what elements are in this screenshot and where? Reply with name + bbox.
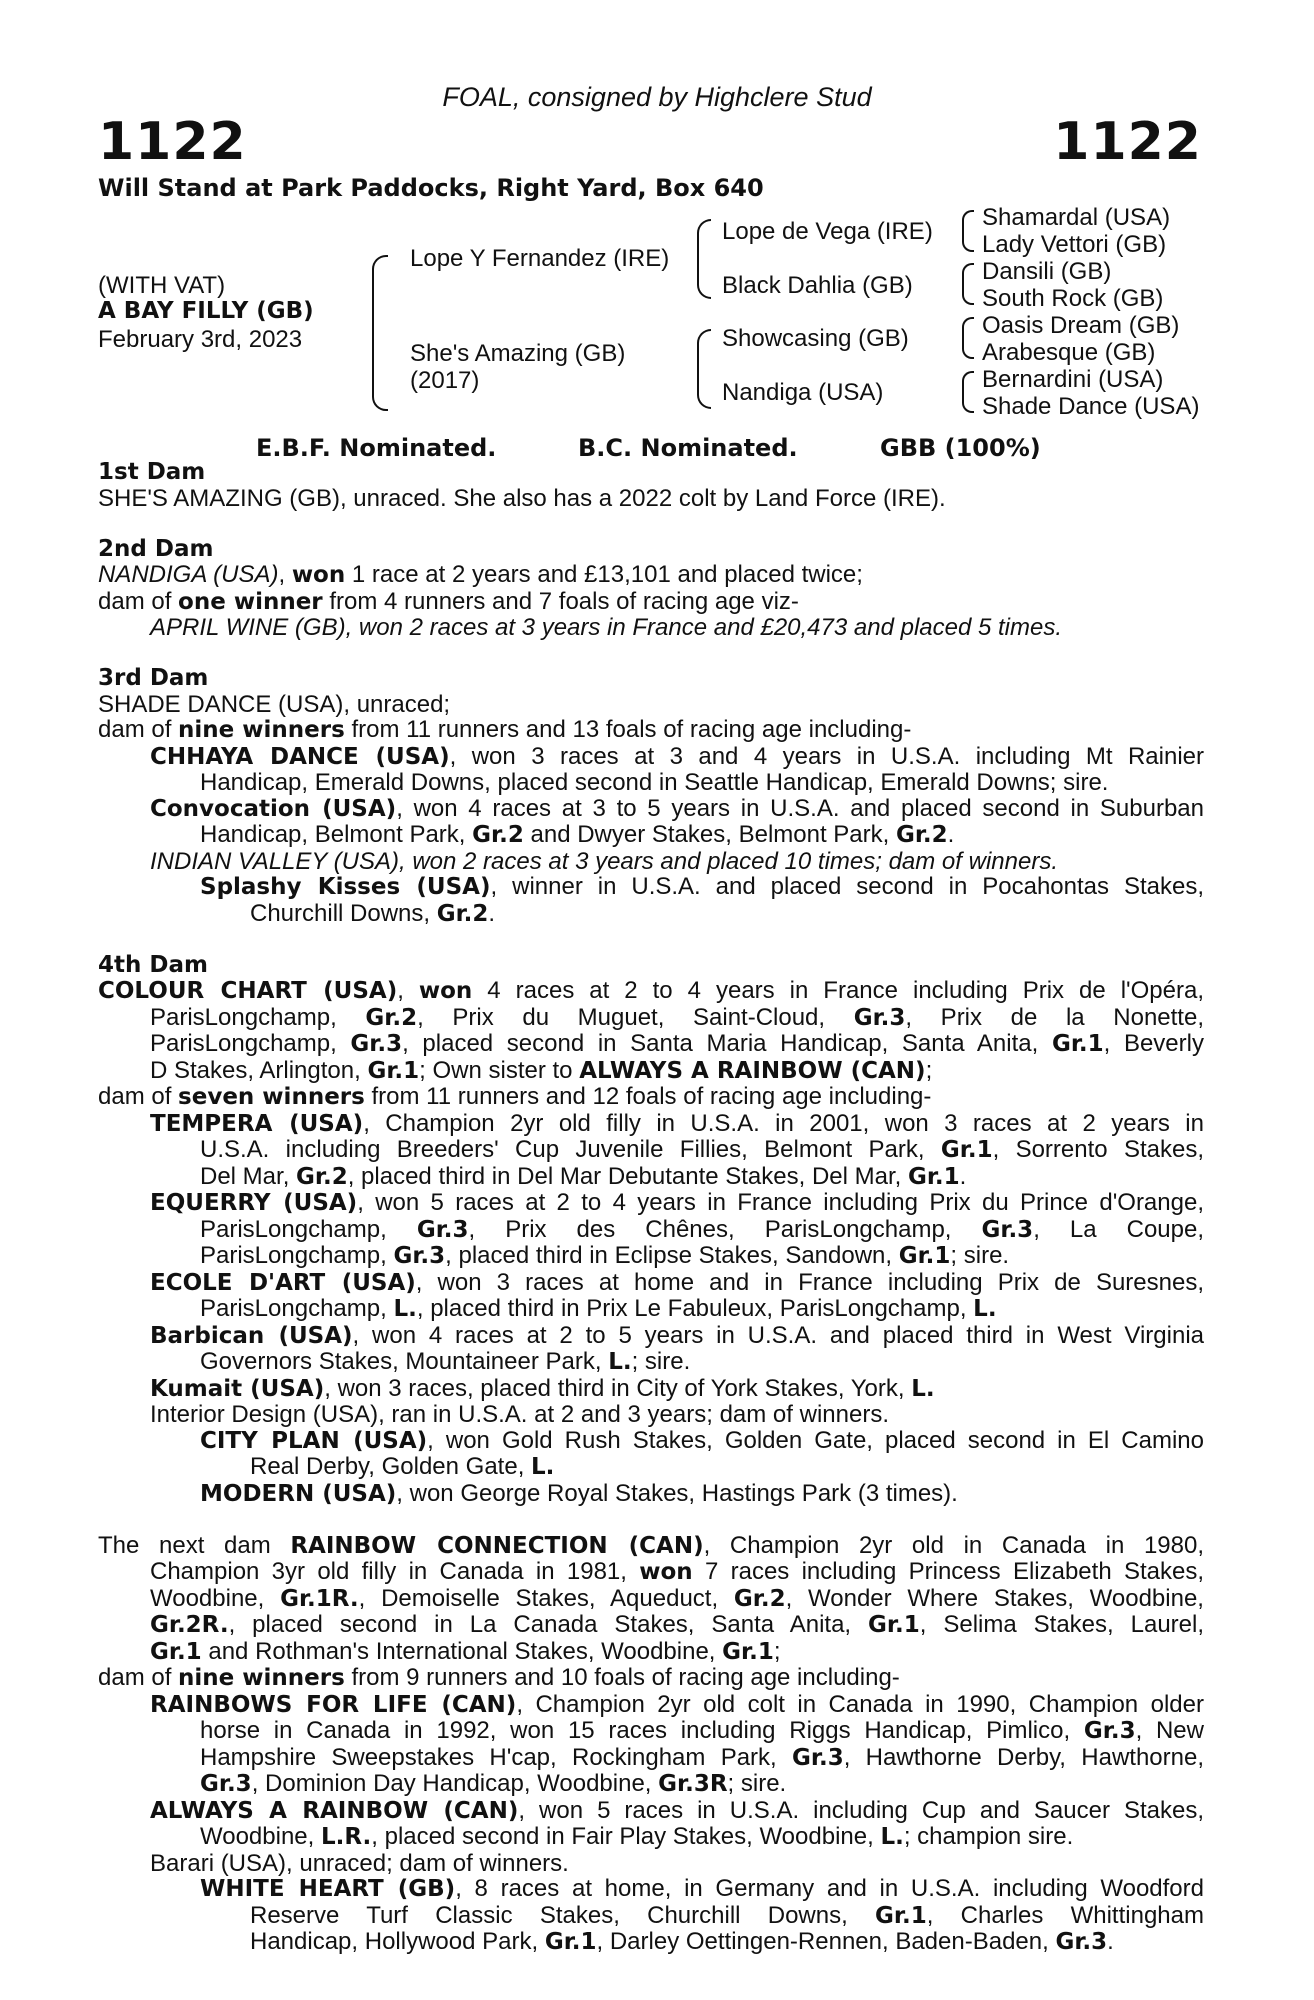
entry-chhaya-dance-cont: Handicap, Emerald Downs, placed second in Seattle Handicap, Emerald Downs; sire. [200,769,1109,796]
entry-interior-design: Interior Design (USA), ran in U.S.A. at 2 and 3 years; dam of winners. [150,1401,889,1428]
consignor-line: FOAL, consigned by Highclere Stud [442,82,872,112]
entry-equerry-cont2: ParisLongchamp, Gr.3, placed third in Eclipse Stakes, Sandown, Gr.1; sire. [200,1242,1010,1269]
entry-convocation: Convocation (USA), won 4 races at 3 to 5 years in U.S.A. and placed second in Suburban [150,794,1204,822]
pedigree-bracket-dam [697,329,711,409]
entry-tempera: TEMPERA (USA), Champion 2yr old filly in U.S.A. in 2001, won 3 races at 2 years in [150,1109,1204,1137]
first-dam-heading: 1st Dam [98,459,206,485]
granddam-4: Shade Dance (USA) [982,393,1200,420]
entry-splashy-kisses: Splashy Kisses (USA), winner in U.S.A. and placed second in Pocahontas Stakes, [200,873,1205,900]
foaling-date: February 3rd, 2023 [98,326,303,353]
second-dam-produce: dam of one winner from 4 runners and 7 foals of racing age viz- [98,587,799,615]
next-dam-line2: Champion 3yr old filly in Canada in 1981, won 7 races including Princess Elizabeth Stakes, [150,1558,1204,1585]
entry-rainbows-for-life-cont1: horse in Canada in 1992, won 15 races including Riggs Handicap, Pimlico, Gr.3, New [200,1717,1204,1744]
entry-tempera-cont2: Del Mar, Gr.2, placed third in Del Mar Debutante Stakes, Del Mar, Gr.1. [200,1162,967,1190]
entry-indian-valley: INDIAN VALLEY (USA), won 2 races at 3 years and placed 10 times; dam of winners. [150,847,1058,875]
bc-nomination: B.C. Nominated. [578,434,798,462]
pedigree-bracket-g4 [962,371,974,413]
entry-equerry-cont1: ParisLongchamp, Gr.3, Prix des Chênes, ParisLongchamp, Gr.3, La Coupe, [200,1215,1204,1243]
second-dam-line: NANDIGA (USA), won 1 race at 2 years and £13,101 and placed twice; [98,561,863,588]
grandsire-1: Shamardal (USA) [982,204,1171,231]
entry-always-a-rainbow: ALWAYS A RAINBOW (CAN), won 5 races in U.S.A. including Cup and Saucer Stakes, [150,1796,1205,1824]
next-dam-line4: Gr.2R., placed second in La Canada Stakes, Santa Anita, Gr.1, Selima Stakes, Laurel, [150,1611,1205,1638]
entry-ecole-dart: ECOLE D'ART (USA), won 3 races at home and in France including Prix de Suresnes, [150,1268,1204,1296]
third-dam-heading: 3rd Dam [98,665,209,691]
entry-ecole-dart-cont: ParisLongchamp, L., placed third in Prix Le Fabuleux, ParisLongchamp, L. [200,1295,997,1322]
ebf-nomination: E.B.F. Nominated. [256,434,497,462]
lot-number-left: 1122 [98,112,247,172]
entry-always-a-rainbow-cont: Woodbine, L.R., placed second in Fair Play Stakes, Woodbine, L.; champion sire. [200,1823,1074,1850]
granddam-3: Arabesque (GB) [982,339,1156,366]
gbb-status: GBB (100%) [880,434,1041,462]
entry-city-plan-cont: Real Derby, Golden Gate, L. [250,1453,555,1480]
dam-year: (2017) [410,367,480,394]
entry-chhaya-dance: CHHAYA DANCE (USA), won 3 races at 3 and 4 years in U.S.A. including Mt Rainier [150,742,1205,770]
entry-kumait: Kumait (USA), won 3 races, placed third in City of York Stakes, York, L. [150,1374,935,1402]
vat-note: (WITH VAT) [98,272,226,299]
pedigree-bracket-sire [697,219,711,299]
lot-name: A BAY FILLY (GB) [98,298,314,324]
third-dam-line: SHADE DANCE (USA), unraced; [98,690,451,718]
grandsire-3: Oasis Dream (GB) [982,312,1180,339]
entry-white-heart: WHITE HEART (GB), 8 races at home, in Germany and in U.S.A. including Woodford [200,1875,1204,1902]
entry-tempera-cont1: U.S.A. including Breeders' Cup Juvenile Fillies, Belmont Park, Gr.1, Sorrento Stakes, [200,1136,1205,1163]
grandsire-4: Bernardini (USA) [982,366,1164,393]
second-dam-foal-april-wine: APRIL WINE (GB), won 2 races at 3 years in France and £20,473 and placed 5 times. [150,614,1063,641]
pedigree-bracket-g2 [962,263,974,305]
fourth-dam-produce: dam of seven winners from 11 runners and 12 foals of racing age including- [98,1083,932,1110]
entry-barbican: Barbican (USA), won 4 races at 2 to 5 years in U.S.A. and placed third in West Virginia [150,1321,1204,1349]
next-dam-produce: dam of nine winners from 9 runners and 10 foals of racing age including- [98,1664,900,1691]
granddam-2: South Rock (GB) [982,285,1164,312]
pedigree-bracket-main [372,255,388,411]
entry-convocation-cont: Handicap, Belmont Park, Gr.2 and Dwyer Stakes, Belmont Park, Gr.2. [200,821,955,848]
colour-chart-line4: D Stakes, Arlington, Gr.1; Own sister to ALWAYS A RAINBOW (CAN); [150,1056,933,1084]
sire-dam-name: Black Dahlia (GB) [722,272,913,299]
first-dam-text: SHE'S AMAZING (GB), unraced. She also has a 2022 colt by Land Force (IRE). [98,484,946,512]
next-dam-line5: Gr.1 and Rothman's International Stakes, Woodbine, Gr.1; [150,1637,781,1665]
third-dam-produce: dam of nine winners from 11 runners and 13 foals of racing age including- [98,716,912,743]
colour-chart-line2: ParisLongchamp, Gr.2, Prix du Muguet, Saint-Cloud, Gr.3, Prix de la Nonette, [150,1003,1204,1031]
entry-rainbows-for-life-cont2: Hampshire Sweepstakes H'cap, Rockingham Park, Gr.3, Hawthorne Derby, Hawthorne, [200,1743,1204,1771]
next-dam-line1: The next dam RAINBOW CONNECTION (CAN), Champion 2yr old in Canada in 1980, [98,1531,1204,1559]
entry-equerry: EQUERRY (USA), won 5 races at 2 to 4 years in France including Prix du Prince d'Orange, [150,1189,1204,1216]
second-dam-heading: 2nd Dam [98,535,214,562]
sire-sire-name: Lope de Vega (IRE) [722,218,933,245]
next-dam-line3: Woodbine, Gr.1R., Demoiselle Stakes, Aqueduct, Gr.2, Wonder Where Stakes, Woodbine, [150,1584,1204,1612]
dam-name: She's Amazing (GB) [410,340,626,367]
colour-chart-line1: COLOUR CHART (USA), won 4 races at 2 to 4 years in France including Prix de l'Opéra, [98,977,1204,1004]
pedigree-bracket-g3 [962,317,974,359]
stand-location: Will Stand at Park Paddocks, Right Yard, Box 640 [98,174,764,202]
entry-barbican-cont: Governors Stakes, Mountaineer Park, L.; sire. [200,1348,691,1375]
fourth-dam-heading: 4th Dam [98,951,208,978]
dam-sire-name: Showcasing (GB) [722,325,909,352]
entry-splashy-kisses-cont: Churchill Downs, Gr.2. [250,899,496,927]
entry-white-heart-cont2: Handicap, Hollywood Park, Gr.1, Darley Oettingen-Rennen, Baden-Baden, Gr.3. [250,1928,1114,1955]
entry-rainbows-for-life: RAINBOWS FOR LIFE (CAN), Champion 2yr old colt in Canada in 1990, Champion older [150,1690,1204,1718]
lot-number-right: 1122 [1053,112,1202,172]
produce-record [98,460,1204,1956]
granddam-1: Lady Vettori (GB) [982,231,1167,258]
entry-city-plan: CITY PLAN (USA), won Gold Rush Stakes, Golden Gate, placed second in El Camino [200,1426,1204,1454]
entry-modern: MODERN (USA), won George Royal Stakes, Hastings Park (3 times). [200,1479,958,1507]
entry-white-heart-cont1: Reserve Turf Classic Stakes, Churchill Downs, Gr.1, Charles Whittingham [250,1901,1204,1929]
colour-chart-line3: ParisLongchamp, Gr.3, placed second in Santa Maria Handicap, Santa Anita, Gr.1, Beverly [150,1030,1204,1057]
entry-barari: Barari (USA), unraced; dam of winners. [150,1849,569,1877]
sire-name: Lope Y Fernandez (IRE) [410,245,670,272]
pedigree-bracket-g1 [962,210,974,252]
entry-rainbows-for-life-cont3: Gr.3, Dominion Day Handicap, Woodbine, Gr.3R; sire. [200,1770,787,1797]
dam-dam-name: Nandiga (USA) [722,379,884,406]
grandsire-2: Dansili (GB) [982,258,1112,285]
